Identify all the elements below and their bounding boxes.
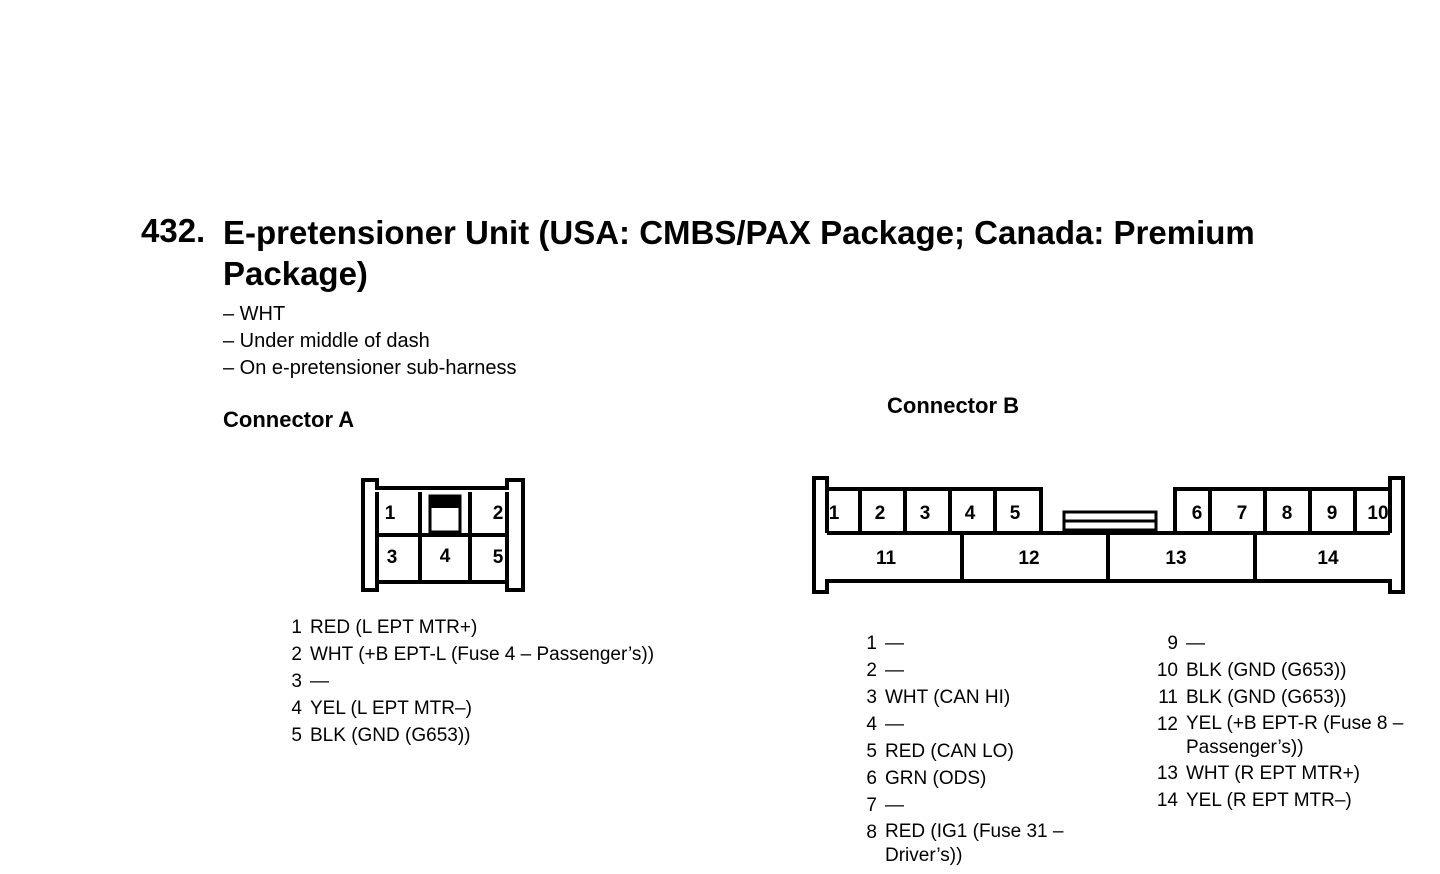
- list-item: 9 —: [1167, 633, 1205, 654]
- cavity-label: 5: [492, 547, 504, 568]
- list-item: 12 YEL (+B EPT-R (Fuse 8 – Passenger’s)): [1156, 713, 1404, 758]
- cavity-label: 9: [1326, 503, 1338, 524]
- cavity-label: 3: [386, 547, 398, 568]
- cavity-label: 8: [1281, 503, 1293, 524]
- list-item: 1 —: [866, 633, 904, 654]
- section-number: 432.: [141, 212, 206, 249]
- connector-b-diagram: [805, 470, 1415, 600]
- connector-a-diagram: [355, 470, 535, 600]
- cavity-label: 7: [1236, 503, 1248, 524]
- cavity-label: 1: [828, 503, 840, 524]
- list-item: 14 YEL (R EPT MTR–): [1156, 790, 1352, 811]
- list-item: 3 WHT (CAN HI): [866, 687, 1011, 708]
- page-title: E-pretensioner Unit (USA: CMBS/PAX Package; Canada: Premium Package): [223, 214, 1255, 292]
- cavity-label: 4: [439, 546, 451, 567]
- cavity-label: 10: [1367, 503, 1389, 524]
- cavity-label: 11: [875, 548, 897, 569]
- list-item: 1 RED (L EPT MTR+): [291, 617, 478, 638]
- list-item: 4 YEL (L EPT MTR–): [291, 698, 472, 719]
- cavity-label: 12: [1018, 548, 1040, 569]
- list-item: 4 —: [866, 714, 904, 735]
- connector-b-pin-list-right: [1146, 630, 1416, 814]
- list-item: 5 BLK (GND (G653)): [291, 725, 471, 746]
- connector-a-latch-fill: [430, 496, 460, 508]
- list-item: 2 WHT (+B EPT-L (Fuse 4 – Passenger’s)): [291, 644, 655, 665]
- cavity-label: 4: [964, 503, 976, 524]
- list-item: 3 —: [291, 671, 329, 692]
- connector-b-pin-list-left: [857, 630, 1117, 868]
- list-item: 8 RED (IG1 (Fuse 31 – Driver’s)): [866, 821, 1064, 866]
- list-item: 5 RED (CAN LO): [866, 741, 1014, 762]
- cavity-label: 2: [492, 503, 504, 524]
- list-item: 10 BLK (GND (G653)): [1156, 660, 1347, 681]
- cavity-label: 1: [384, 503, 396, 524]
- list-item: 6 GRN (ODS): [866, 768, 987, 789]
- cavity-label: 2: [874, 503, 886, 524]
- cavity-label: 3: [919, 503, 931, 524]
- cavity-label: 6: [1191, 503, 1203, 524]
- list-item: 2 —: [866, 660, 904, 681]
- cavity-label: 14: [1317, 548, 1339, 569]
- list-item: 7 —: [866, 795, 904, 816]
- note-color: – WHT: [223, 303, 286, 325]
- note-harness: – On e-pretensioner sub-harness: [223, 357, 517, 379]
- note-location: – Under middle of dash: [223, 330, 430, 352]
- connector-b-title: Connector B: [887, 393, 1019, 418]
- cavity-label: 13: [1165, 548, 1187, 569]
- connector-a-title: Connector A: [223, 407, 355, 432]
- connector-a-pin-list: [282, 614, 654, 749]
- list-item: 11 BLK (GND (G653)): [1158, 687, 1347, 708]
- location-notes: [223, 301, 517, 382]
- cavity-label: 5: [1009, 503, 1021, 524]
- list-item: 13 WHT (R EPT MTR+): [1156, 763, 1360, 784]
